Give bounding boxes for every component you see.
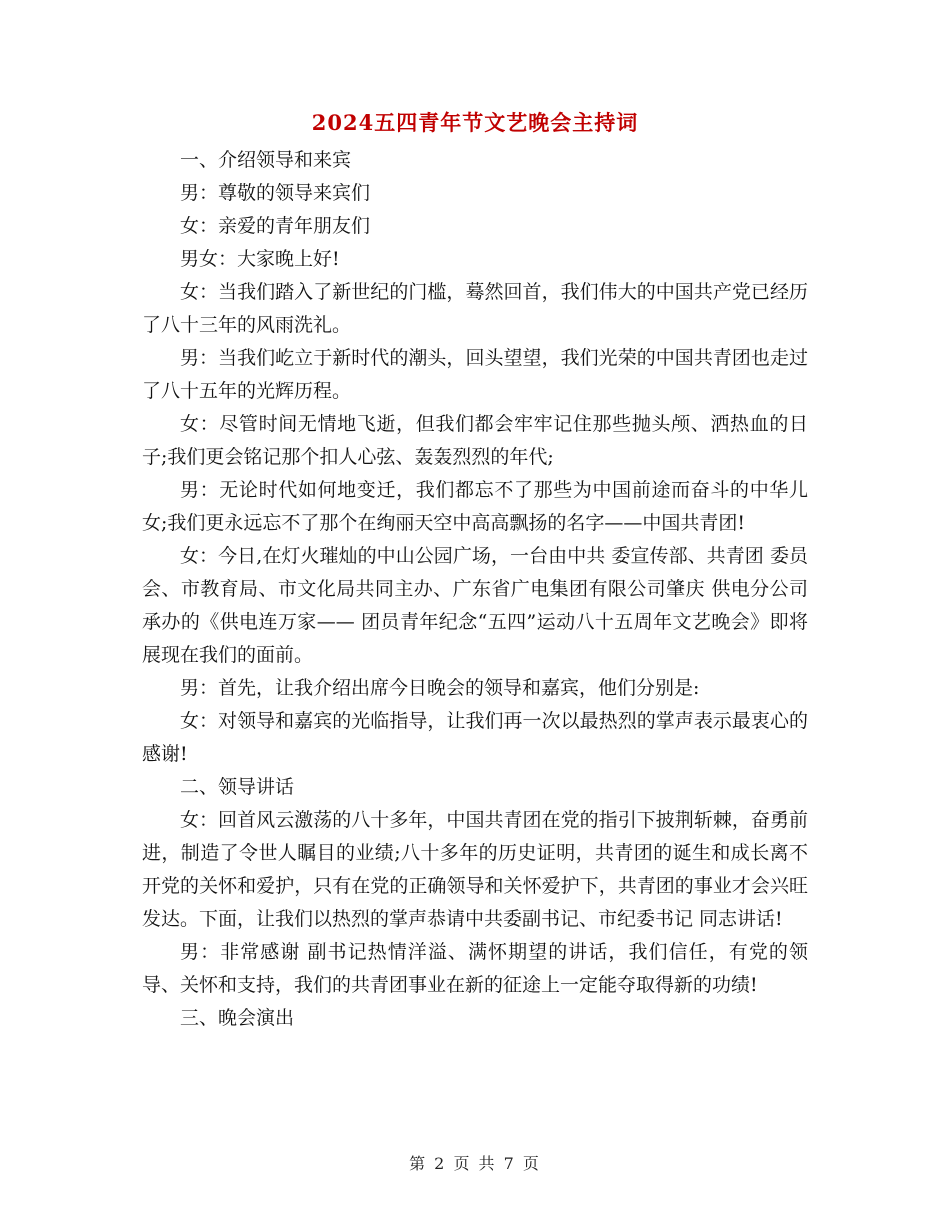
- paragraph: 女：今日,在灯火璀灿的中山公园广场，一台由中共 委宣传部、共青团 委员会、市教育局、市文化局共同主办、广东省广电集团有限公司肇庆 供电分公司承办的《供电连万家—— 团员青年纪念“五四”运动八十五周年文艺晚会》即将展现在我们的面前。: [142, 545, 808, 666]
- section-heading-3: 三、晚会演出: [180, 1007, 295, 1029]
- page-footer: 第 2 页 共 7 页: [409, 1154, 541, 1173]
- section-heading-1: 一、介绍领导和来宾: [180, 149, 352, 171]
- document-title: 2024五四青年节文艺晚会主持词: [311, 110, 639, 135]
- paragraph: 男：尊敬的领导来宾们: [180, 182, 371, 204]
- document-body: [142, 144, 808, 1035]
- paragraph: 女：回首风云激荡的八十多年，中国共青团在党的指引下披荆斩棘，奋勇前进，制造了令世人瞩目的业绩;八十多年的历史证明，共青团的诞生和成长离不开党的关怀和爱护，只有在党的正确领导和关怀爱护下，共青团的事业才会兴旺发达。下面，让我们以热烈的掌声恭请中共委副书记、市纪委书记 同志讲话!: [142, 809, 808, 930]
- paragraph: 男：首先，让我介绍出席今日晚会的领导和嘉宾，他们分别是:: [180, 677, 700, 699]
- paragraph: 女：亲爱的青年朋友们: [180, 215, 371, 237]
- paragraph: 男：当我们屹立于新时代的潮头，回头望望，我们光荣的中国共青团也走过了八十五年的光辉历程。: [142, 347, 808, 402]
- paragraph: 男女：大家晚上好!: [180, 248, 340, 270]
- paragraph: 女：当我们踏入了新世纪的门槛，蓦然回首，我们伟大的中国共产党已经历了八十三年的风雨洗礼。: [142, 281, 808, 336]
- section-heading-2: 二、领导讲话: [180, 776, 295, 798]
- paragraph: 女：对领导和嘉宾的光临指导，让我们再一次以最热烈的掌声表示最衷心的感谢!: [142, 710, 808, 765]
- paragraph: 女：尽管时间无情地飞逝，但我们都会牢牢记住那些抛头颅、洒热血的日子;我们更会铭记那个扣人心弦、轰轰烈烈的年代;: [142, 413, 808, 468]
- paragraph: 男：非常感谢 副书记热情洋溢、满怀期望的讲话，我们信任，有党的领导、关怀和支持，我们的共青团事业在新的征途上一定能夺取得新的功绩!: [142, 941, 808, 996]
- paragraph: 男：无论时代如何地变迁，我们都忘不了那些为中国前途而奋斗的中华儿女;我们更永远忘不了那个在绚丽天空中高高飘扬的名字——中国共青团!: [142, 479, 808, 534]
